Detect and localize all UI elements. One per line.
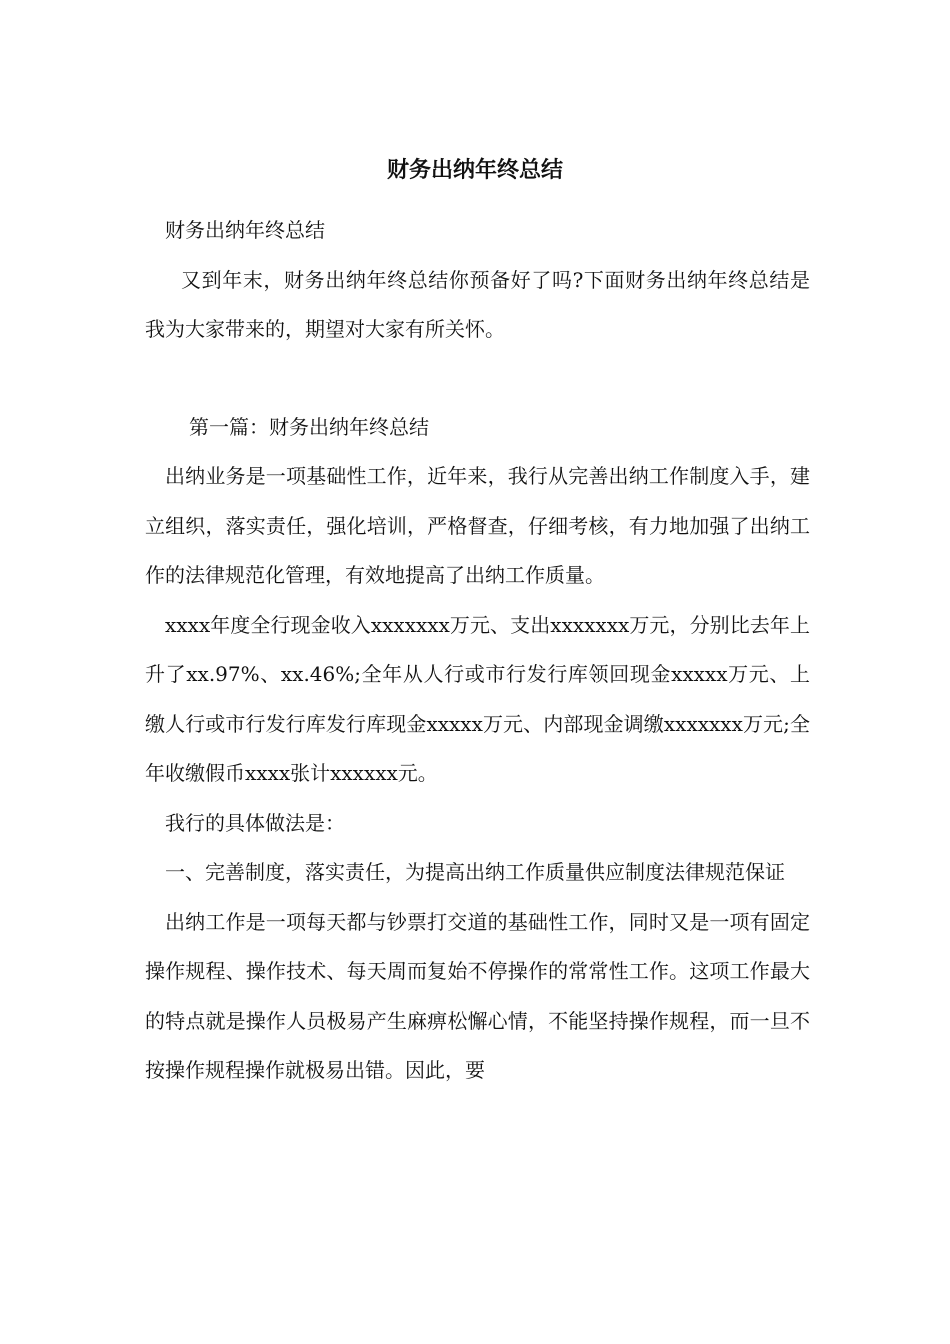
body-paragraph: 出纳业务是一项基础性工作，近年来，我行从完善出纳工作制度入手，建立组织，落实责任，强化培训，严格督查，仔细考核，有力地加强了出纳工作的法律规范化管理，有效地提高了出纳工作质量。: [145, 464, 810, 587]
statistics-paragraph: xxxx年度全行现金收入xxxxxxx万元、支出xxxxxxx万元，分别比去年上升了xx.97%、xx.46%;全年从人行或市行发行库领回现金xxxxx万元、上缴人行或市行发行库发行库现金xxxxx万元、内部现金调缴xxxxxxx万元;全年收缴假币xxxx张计xxxxxx元。: [145, 612, 810, 785]
subtitle-paragraph: 财务出纳年终总结: [165, 218, 325, 242]
body-paragraph: 我行的具体做法是：: [165, 810, 345, 835]
section-heading: 一、完善制度，落实责任，为提高出纳工作质量供应制度法律规范保证: [165, 860, 785, 884]
body-paragraph: 出纳工作是一项每天都与钞票打交道的基础性工作，同时又是一项有固定操作规程、操作技术、每天周而复始不停操作的常常性工作。这项工作最大的特点就是操作人员极易产生麻痹松懈心情，不能坚持操作规程，而一旦不按操作规程操作就极易出错。因此，要: [145, 909, 810, 1082]
document-title: 财务出纳年终总结: [386, 157, 563, 183]
paragraph-spacer: [145, 355, 810, 403]
intro-paragraph: 又到年末，财务出纳年终总结你预备好了吗?下面财务出纳年终总结是我为大家带来的，期望对大家有所关怀。: [145, 267, 810, 341]
document-body: [145, 206, 810, 1096]
chapter-heading: 第一篇：财务出纳年终总结: [189, 414, 429, 439]
